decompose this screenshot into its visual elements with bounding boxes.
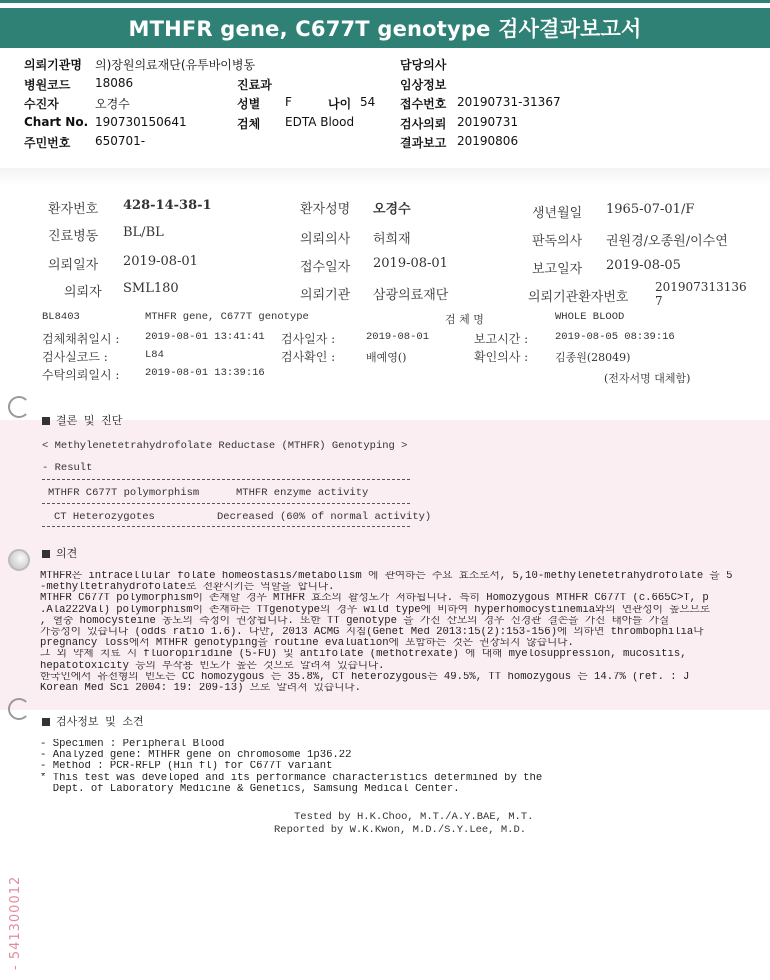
sex-label: 성별 (237, 97, 261, 111)
request-label: 검사의뢰 (400, 117, 447, 131)
specimen-name-value: WHOLE BLOOD (555, 311, 625, 323)
hospital-code-label: 병원코드 (24, 78, 71, 92)
room-label: 검사실코드 : (42, 350, 108, 364)
inst-patient-no-value: 201907313136 (655, 280, 747, 294)
specimen-label: 검체 (237, 117, 261, 131)
test-code: BL8403 (42, 311, 80, 323)
institution-label: 의뢰기관명 (24, 58, 82, 72)
result-val2: Decreased (60% of normal activity) (217, 511, 432, 523)
report-header (0, 52, 770, 152)
room-value: L84 (145, 349, 164, 361)
confirm-doc-label: 확인의사 : (474, 350, 529, 364)
result-val1: CT Heterozygotes (54, 511, 155, 523)
requester-label: 의뢰자 (64, 285, 102, 300)
report-date-label: 결과보고 (400, 136, 447, 150)
opinion-text (40, 571, 740, 694)
opinion-line: hepatotoxicity 등의 부작용 빈도가 높은 것으로 알려져 있습니다. (40, 660, 385, 672)
report-time-value: 2019-08-05 08:39:16 (555, 331, 675, 343)
inst-patient-no-value-cont: 7 (655, 294, 663, 308)
report-title: MTHFR gene, C677T genotype 검사결과보고서 (0, 8, 770, 48)
receipt-value: 20190731-31367 (457, 95, 561, 109)
receiver-label: 수진자 (24, 97, 59, 111)
req-date-label: 의뢰일자 (48, 258, 99, 273)
punch-hole (8, 549, 30, 571)
read-doctor-value: 권원경/오종원/이수연 (606, 234, 728, 249)
patient-no-value: 428-14-38-1 (123, 198, 212, 213)
opinion-line: -methyltetrahydrofolate로 전환시키는 역할을 합니다. (40, 582, 335, 594)
chart-value: 190730150641 (95, 115, 187, 129)
specimen-name-label: 검 체 명 (445, 313, 484, 326)
read-doctor-label: 판독의사 (532, 234, 583, 249)
info-line: - Method : PCR-RFLP (Hin fl) for C677T variant (40, 761, 333, 773)
req-inst-value: 삼광의료재단 (373, 288, 449, 303)
req-date-value: 2019-08-01 (123, 254, 198, 269)
confirm-value: 배예영() (366, 351, 407, 364)
opinion-line: 그 외 약제 치료 시 fluoropiridine (5-FU) 및 antifolate (methotrexate) 에 대해 myelosuppression, mucositis, (40, 649, 687, 661)
section-bullet-icon (42, 417, 50, 425)
patient-no-label: 환자번호 (48, 202, 99, 217)
patient-name-label: 환자성명 (300, 202, 351, 217)
result-col2: MTHFR enzyme activity (236, 487, 369, 499)
top-rule (0, 0, 770, 3)
age-label: 나이 (328, 97, 352, 111)
receiver-value: 오경수 (95, 97, 130, 111)
report-time-label: 보고시간 : (474, 332, 529, 346)
info-line: - Specimen : Peripheral Blood (40, 739, 225, 750)
test-name: MTHFR gene, C677T genotype (145, 311, 309, 323)
req-inst-label: 의뢰기관 (300, 288, 351, 303)
req-doctor-value: 허희재 (373, 232, 411, 247)
sex-value: F (285, 95, 292, 109)
id-value: 650701- (95, 134, 146, 148)
receipt-label: 접수번호 (400, 97, 447, 111)
scan-edge (0, 168, 770, 186)
consign-label: 수탁의뢰일시 : (42, 368, 120, 382)
info-line: Dept. of Laboratory Medicine & Genetics, Samsung Medical Center. (40, 783, 460, 795)
institution-value: 의)장원의료재단(유투바이병동 (95, 58, 256, 72)
report-date-value: 20190806 (457, 134, 519, 148)
ward-label: 진료병동 (48, 229, 99, 244)
opinion-line: 가능성이 있습니다 (odds ratio 1.6). 다만, 2013 ACMG 지침(Genet Med 2013:15(2):153-156)에 의하면 thrombophilia나 (40, 627, 704, 639)
result-heading: 결론 및 진단 (42, 412, 122, 428)
clinical-label: 임상정보 (400, 78, 447, 92)
department-label: 진료과 (237, 78, 272, 92)
rep-date-value: 2019-08-05 (606, 258, 681, 273)
info-text (40, 739, 740, 795)
inst-patient-no-label: 의뢰기관환자번호 (528, 290, 629, 305)
tested-by: Tested by H.K.Choo, M.T./A.Y.BAE, M.T. (294, 811, 534, 823)
dob-label: 생년월일 (532, 206, 583, 221)
opinion-heading: 의견 (42, 545, 77, 561)
specimen-value: EDTA Blood (285, 115, 355, 129)
opinion-line: , 혈중 homocysteine 농도의 측정이 권장됩니다. 또한 TT genotype 을 가진 산모의 경우 신경관 결손을 가진 태아를 가질 (40, 615, 670, 627)
reported-by: Reported by W.K.Kwon, M.D./S.Y.Lee, M.D. (274, 824, 527, 836)
opinion-line: MTHFR C677T polymorphism이 존재할 경우 MTHFR 효소의 활성도가 저하됩니다. 특히 Homozygous MTHFR C677T (c.665C>T, p (40, 593, 709, 605)
opinion-line: 한국인에서 유전형의 빈도는 CC homozygous 는 35.8%, CT heterozygous는 49.5%, TT homozygous 는 14.7% (ref. : J (40, 671, 690, 683)
chart-label: Chart No. (24, 115, 89, 129)
recv-date-value: 2019-08-01 (373, 256, 448, 271)
opinion-line: .Ala222Val) polymorphism이 존재하는 TTgenotype의 경우 wild type에 비하여 hyperhomocystinemia와의 연관성이 높으므로 (40, 604, 711, 616)
section-bullet-icon (42, 550, 50, 558)
divider (42, 526, 410, 527)
info-line: * This test was developed and its performance characteristics determined by the (40, 772, 543, 784)
section-bullet-icon (42, 718, 50, 726)
confirm-doc-value: 김종원(28049) (555, 351, 631, 364)
collect-label: 검체채취일시 : (42, 332, 120, 346)
result-subtitle: < Methylenetetrahydrofolate Reductase (MTHFR) Genotyping > (42, 440, 408, 452)
id-label: 주민번호 (24, 136, 71, 150)
age-value: 54 (360, 95, 376, 109)
info-line: - Analyzed gene: MTHFR gene on chromosome 1p36.22 (40, 750, 352, 762)
ward-value: BL/BL (123, 225, 164, 240)
doctor-label: 담당의사 (400, 58, 447, 72)
consign-value: 2019-08-01 13:39:16 (145, 367, 265, 379)
exam-date-label: 검사일자 : (281, 332, 336, 346)
opinion-line: Korean Med Sci 2004: 19: 209-13) 으로 알려져 있습니다. (40, 683, 361, 695)
opinion-line: MTHFR은 intracellular folate homeostasis/metabolism 에 관여하는 주요 효소로서, 5,10-methylenetetrahydrofolate 을 5 (40, 571, 733, 582)
opinion-line: pregnancy loss에서 MTHFR genotyping을 routine evaluation에 포함하는 것은 권장되지 않습니다. (40, 638, 574, 650)
confirm-label: 검사확인 : (281, 350, 336, 364)
punch-hole (8, 698, 30, 720)
req-doctor-label: 의뢰의사 (300, 232, 351, 247)
dob-value: 1965-07-01/F (606, 202, 695, 217)
punch-hole (8, 396, 30, 418)
request-value: 20190731 (457, 115, 519, 129)
recv-date-label: 접수일자 (300, 260, 351, 275)
info-heading: 검사정보 및 소견 (42, 713, 144, 729)
patient-name-value: 오경수 (373, 202, 411, 217)
signature-note: (전자서명 대체함) (604, 372, 691, 385)
result-col1: MTHFR C677T polymorphism (48, 487, 200, 499)
divider (42, 503, 410, 504)
rep-date-label: 보고일자 (532, 262, 583, 277)
result-label: - Result (42, 462, 93, 474)
requester-value: SML180 (123, 281, 179, 296)
side-stamp-number: - 541300012 (8, 875, 23, 970)
collect-value: 2019-08-01 13:41:41 (145, 331, 265, 343)
scanned-report (0, 168, 770, 980)
exam-date-value: 2019-08-01 (366, 331, 430, 343)
hospital-code-value: 18086 (95, 76, 134, 90)
divider (42, 479, 410, 480)
